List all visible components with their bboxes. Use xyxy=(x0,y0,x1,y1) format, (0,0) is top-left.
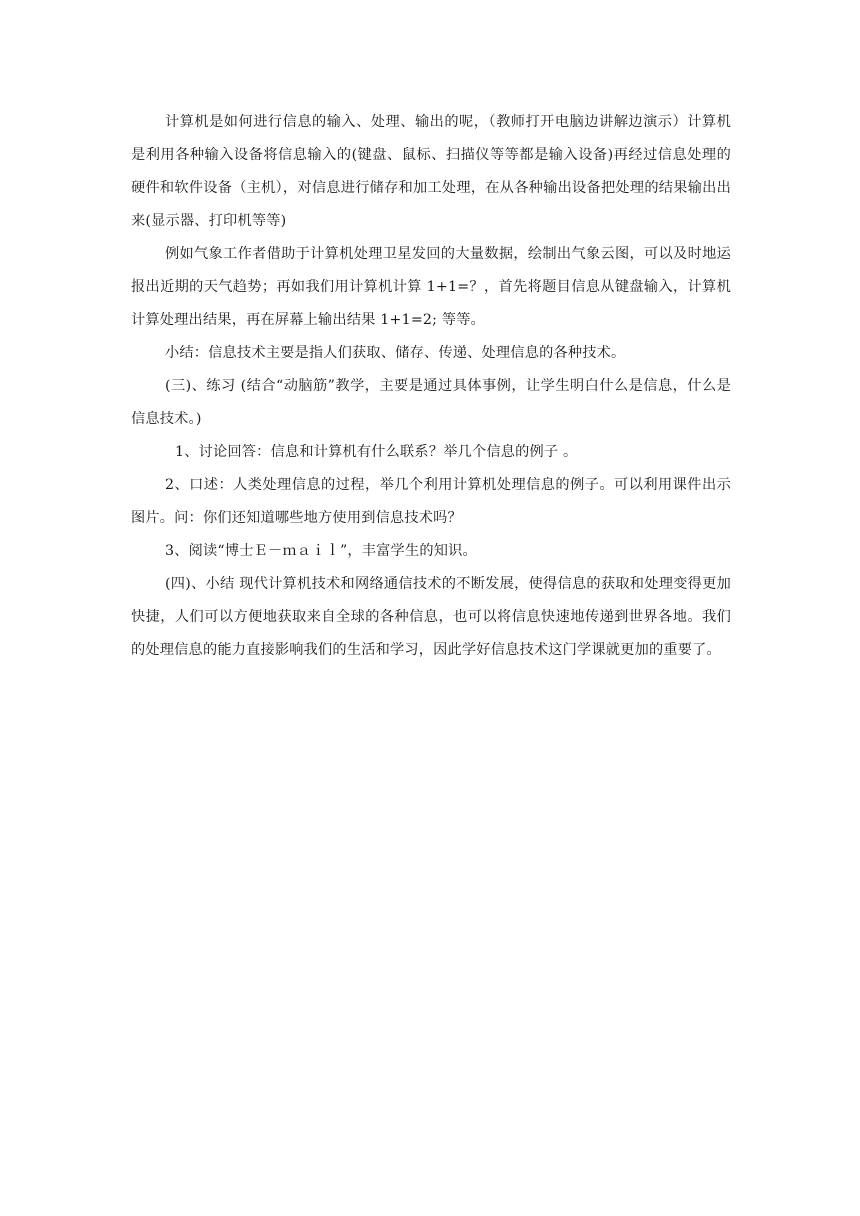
paragraph-conclusion: (四)、小结 现代计算机技术和网络通信技术的不断发展，使得信息的获取和处理变得更加快捷，人们可以方便地获取来自全球的各种信息，也可以将信息快速地传递到世界各地。我们的处理信息的能力直接影响我们的生活和学习，因此学好信息技术这门学课就更加的重要了。 xyxy=(131,576,731,658)
paragraph-weather-example: 例如气象工作者借助于计算机处理卫星发回的大量数据，绘制出气象云图，可以及时地运报出近期的天气趋势；再如我们用计算机计算 1+1=？，首先将题目信息从键盘输入，计算机计算处理出结果，再在屏幕上输出结果 1+1=2; 等等。 xyxy=(131,246,731,328)
paragraph-exercise-3: 3、阅读“博士Ｅ－ｍａｉｌ”，丰富学生的知识。 xyxy=(165,543,477,559)
paragraph-computer-process: 计算机是如何进行信息的输入、处理、输出的呢，（教师打开电脑边讲解边演示）计算机是利用各种输入设备将信息输入的(键盘、鼠标、扫描仪等等都是输入设备)再经过信息处理的硬件和软件设备（主机），对信息进行储存和加工处理，在从各种输出设备把处理的结果输出出来(显示器、打印机等等) xyxy=(131,114,731,229)
paragraph-exercise-heading: (三)、练习 (结合“动脑筋”教学，主要是通过具体事例，让学生明白什么是信息，什么是信息技术。) xyxy=(131,378,731,427)
paragraph-exercise-1: 1、讨论回答：信息和计算机有什么联系？举几个信息的例子 。 xyxy=(175,444,578,460)
paragraph-exercise-2: 2、口述：人类处理信息的过程，举几个利用计算机处理信息的例子。可以利用课件出示图片。问：你们还知道哪些地方使用到信息技术吗？ xyxy=(131,477,731,526)
document-body xyxy=(131,106,731,667)
paragraph-summary: 小结：信息技术主要是指人们获取、储存、传递、处理信息的各种技术。 xyxy=(165,345,626,361)
